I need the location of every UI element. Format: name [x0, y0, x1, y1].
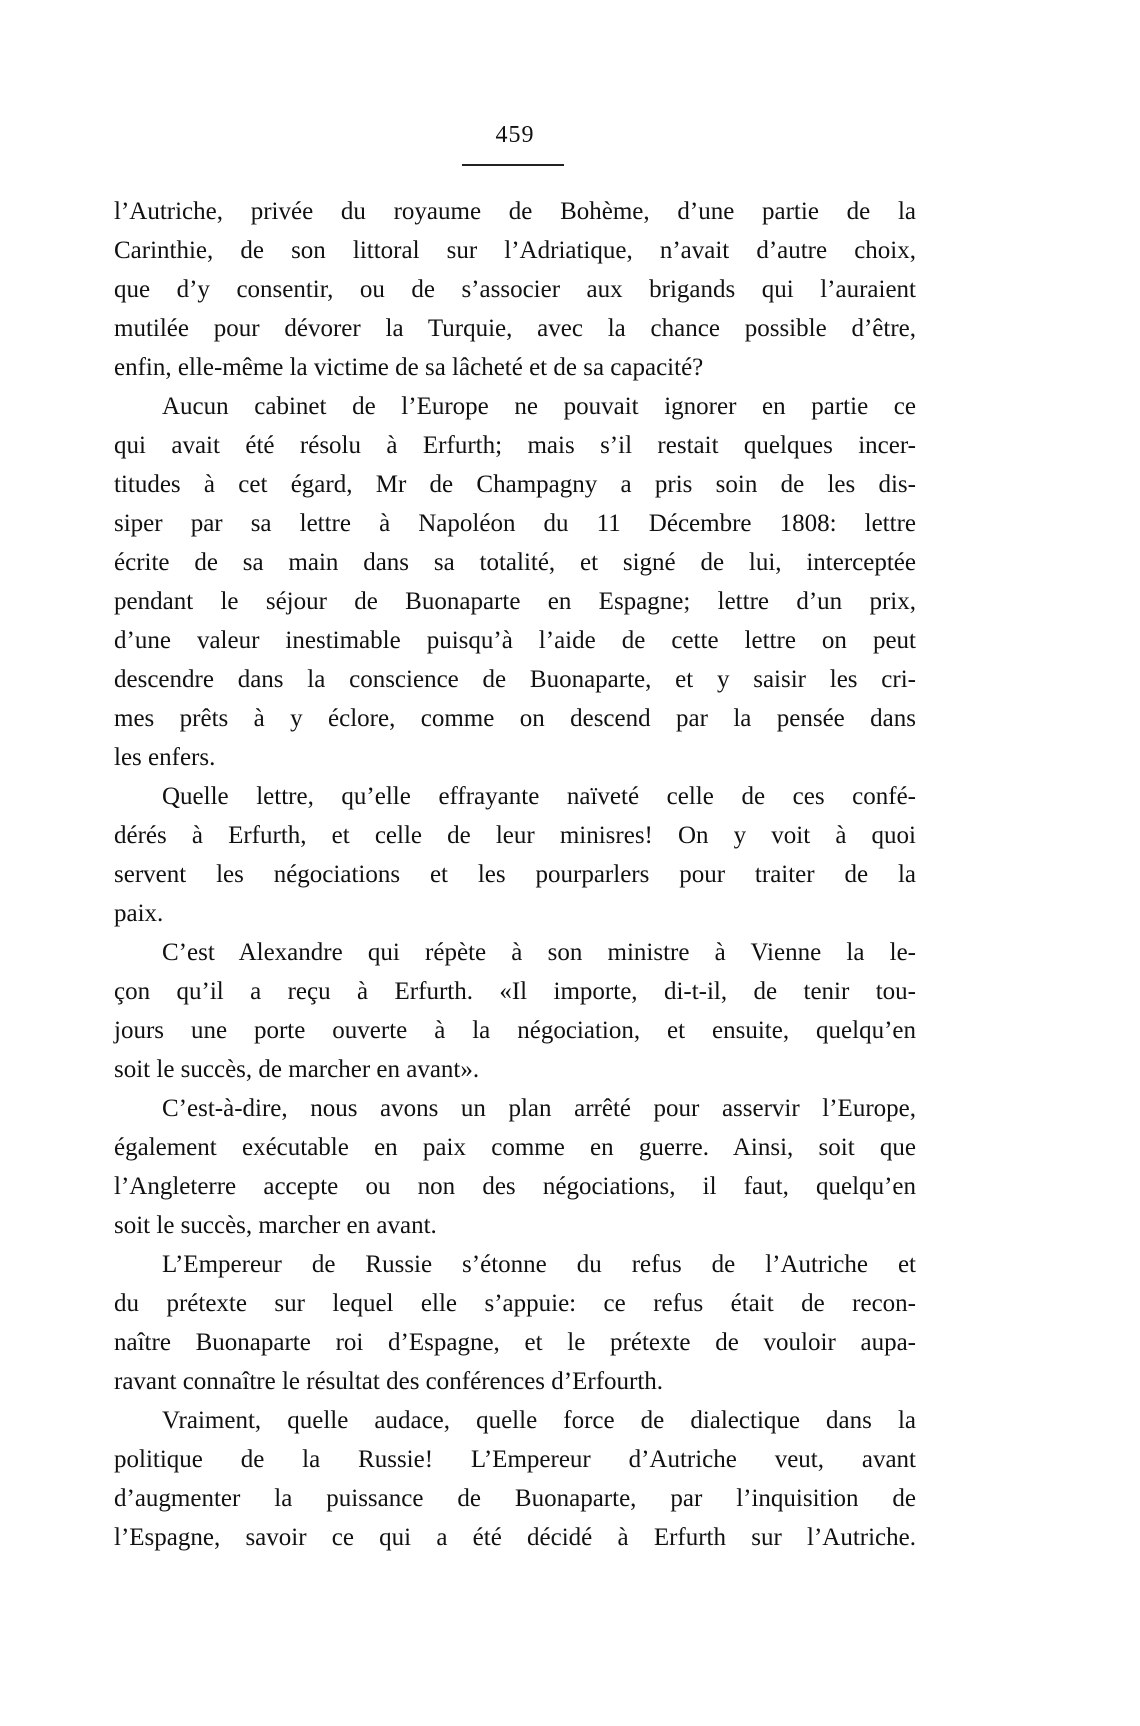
text-line: Vraiment, quelle audace, quelle force de dialectique dans la: [162, 1407, 916, 1434]
text-line: également exécutable en paix comme en guerre. Ainsi, soit que: [114, 1134, 916, 1161]
text-line: paix.: [114, 900, 164, 927]
text-line: politique de la Russie! L’Empereur d’Autriche veut, avant: [114, 1446, 916, 1473]
text-line: naître Buonaparte roi d’Espagne, et le prétexte de vouloir aupa-: [114, 1329, 916, 1356]
text-line: que d’y consentir, ou de s’associer aux brigands qui l’auraient: [114, 276, 916, 303]
text-line: C’est Alexandre qui répète à son ministre à Vienne la le-: [162, 939, 916, 966]
text-line: mes prêts à y éclore, comme on descend par la pensée dans: [114, 705, 916, 732]
text-line: dérés à Erfurth, et celle de leur minisres! On y voit à quoi: [114, 822, 916, 849]
text-line: pendant le séjour de Buonaparte en Espagne; lettre d’un prix,: [114, 588, 916, 615]
text-line: L’Empereur de Russie s’étonne du refus de l’Autriche et: [162, 1251, 916, 1278]
text-line: l’Espagne, savoir ce qui a été décidé à Erfurth sur l’Autriche.: [114, 1524, 916, 1551]
text-line: l’Angleterre accepte ou non des négociations, il faut, quelqu’en: [114, 1173, 916, 1200]
text-line: enfin, elle-même la victime de sa lâcheté et de sa capacité?: [114, 354, 704, 381]
text-line: d’augmenter la puissance de Buonaparte, par l’inquisition de: [114, 1485, 916, 1512]
text-line: soit le succès, marcher en avant.: [114, 1212, 437, 1239]
text-line: titudes à cet égard, Mr de Champagny a pris soin de les dis-: [114, 471, 916, 498]
body-text: [114, 192, 916, 1557]
text-line: çon qu’il a reçu à Erfurth. «Il importe, di-t-il, de tenir tou-: [114, 978, 916, 1005]
text-line: qui avait été résolu à Erfurth; mais s’il restait quelques incer-: [114, 432, 916, 459]
text-line: Carinthie, de son littoral sur l’Adriatique, n’avait d’autre choix,: [114, 237, 916, 264]
text-line: ravant connaître le résultat des conférences d’Erfourth.: [114, 1368, 664, 1395]
text-line: jours une porte ouverte à la négociation, et ensuite, quelqu’en: [114, 1017, 916, 1044]
text-line: l’Autriche, privée du royaume de Bohème, d’une partie de la: [114, 198, 916, 225]
page-number: 459: [495, 122, 535, 148]
text-line: les enfers.: [114, 744, 216, 771]
text-line: mutilée pour dévorer la Turquie, avec la chance possible d’être,: [114, 315, 916, 342]
text-line: écrite de sa main dans sa totalité, et signé de lui, interceptée: [114, 549, 916, 576]
text-line: siper par sa lettre à Napoléon du 11 Décembre 1808: lettre: [114, 510, 916, 537]
text-line: Quelle lettre, qu’elle effrayante naïveté celle de ces confé-: [162, 783, 916, 810]
text-line: servent les négociations et les pourparlers pour traiter de la: [114, 861, 916, 888]
text-line: descendre dans la conscience de Buonaparte, et y saisir les cri-: [114, 666, 916, 693]
page-number-rule: [462, 164, 564, 166]
text-line: du prétexte sur lequel elle s’appuie: ce refus était de recon-: [114, 1290, 916, 1317]
text-line: C’est-à-dire, nous avons un plan arrêté pour asservir l’Europe,: [162, 1095, 916, 1122]
text-line: Aucun cabinet de l’Europe ne pouvait ignorer en partie ce: [162, 393, 916, 420]
text-line: d’une valeur inestimable puisqu’à l’aide de cette lettre on peut: [114, 627, 916, 654]
text-line: soit le succès, de marcher en avant».: [114, 1056, 480, 1083]
